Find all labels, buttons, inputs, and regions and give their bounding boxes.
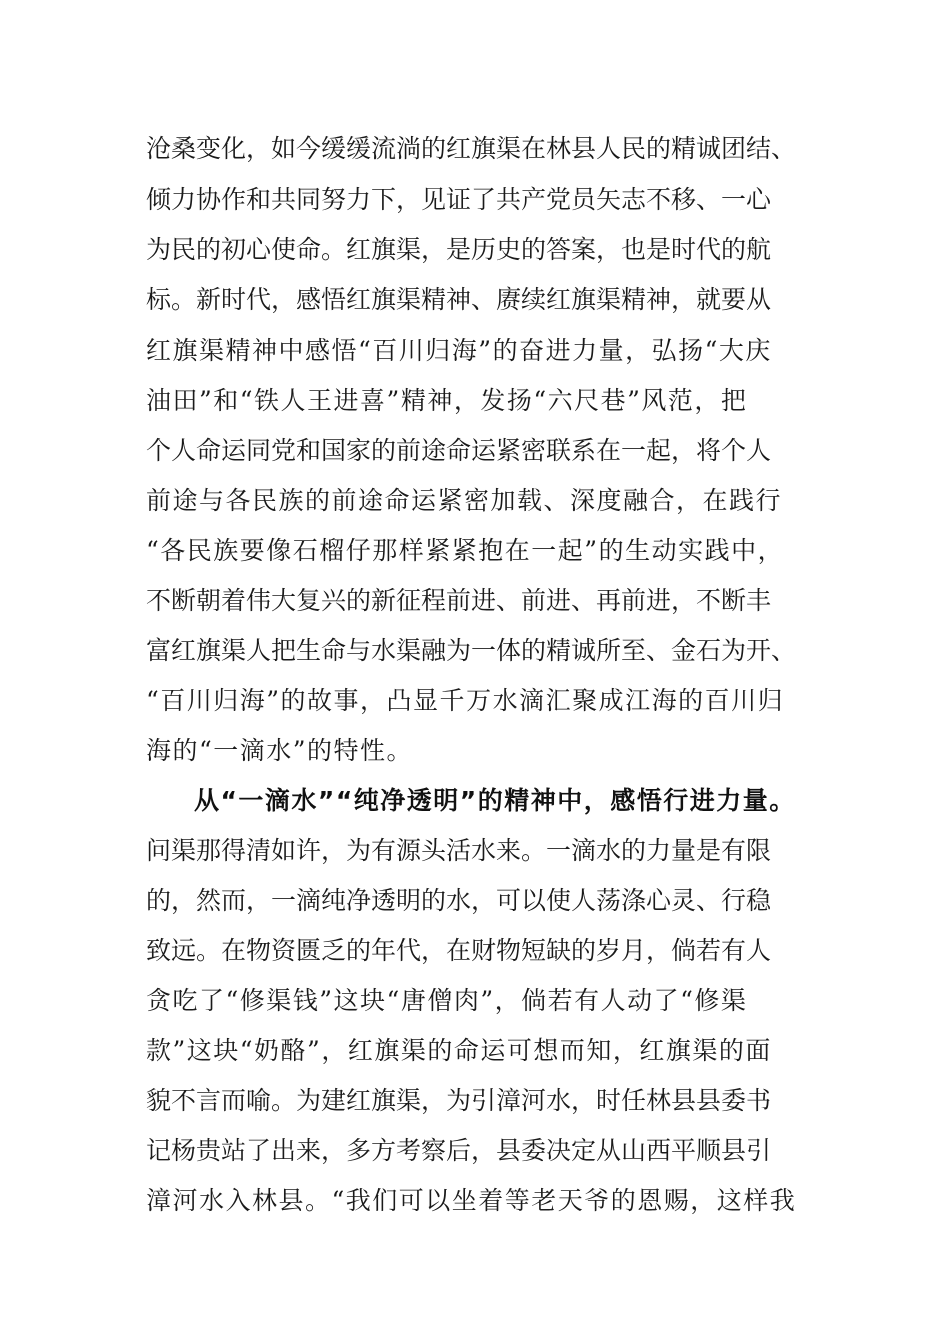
paragraph-line: 的，然而，一滴纯净透明的水，可以使人荡涤心灵、行稳: [146, 886, 772, 915]
paragraph-line: 标。新时代，感悟红旗渠精神、赓续红旗渠精神，就要从: [146, 285, 772, 314]
paragraph-line: 款”这块“奶酪”，红旗渠的命运可想而知，红旗渠的面: [146, 1036, 772, 1065]
paragraph-line: 漳河水入林县。“我们可以坐着等老天爷的恩赐，这样我: [146, 1186, 797, 1215]
paragraph-line: 为民的初心使命。红旗渠，是历史的答案，也是时代的航: [146, 235, 772, 264]
paragraph-line: 貌不言而喻。为建红旗渠，为引漳河水，时任林县县委书: [146, 1086, 772, 1115]
paragraph-line: 贪吃了“修渠钱”这块“唐僧肉”，倘若有人动了“修渠: [146, 986, 748, 1015]
paragraph-line: 倾力协作和共同努力下，见证了共产党员矢志不移、一心: [146, 185, 772, 214]
paragraph-line: 海的“一滴水”的特性。: [146, 736, 414, 765]
section-heading: 从“一滴水”“纯净透明”的精神中，感悟行进力量。: [194, 786, 796, 815]
paragraph-line: 记杨贵站了出来，多方考察后，县委决定从山西平顺县引: [146, 1136, 772, 1165]
paragraph-line: 不断朝着伟大复兴的新征程前进、前进、再前进，不断丰: [146, 586, 772, 615]
paragraph-line: 沧桑变化，如今缓缓流淌的红旗渠在林县人民的精诚团结、: [146, 134, 797, 163]
paragraph-line: 油田”和“铁人王进喜”精神，发扬“六尺巷”风范，把: [146, 386, 748, 415]
paragraph-line: “百川归海”的故事，凸显千万水滴汇聚成江海的百川归: [146, 686, 785, 715]
paragraph-line: “各民族要像石榴仔那样紧紧抱在一起”的生动实践中，: [146, 536, 785, 565]
paragraph-line: 前途与各民族的前途命运紧密加载、深度融合，在践行: [146, 486, 783, 515]
paragraph-line: 富红旗渠人把生命与水渠融为一体的精诚所至、金石为开、: [146, 636, 797, 665]
paragraph-line: 个人命运同党和国家的前途命运紧密联系在一起，将个人: [146, 436, 772, 465]
paragraph-line: 红旗渠精神中感悟“百川归海”的奋进力量，弘扬“大庆: [146, 336, 772, 365]
paragraph-line: 问渠那得清如许，为有源头活水来。一滴水的力量是有限: [146, 836, 772, 865]
paragraph-line: 致远。在物资匮乏的年代，在财物短缺的岁月，倘若有人: [146, 936, 772, 965]
